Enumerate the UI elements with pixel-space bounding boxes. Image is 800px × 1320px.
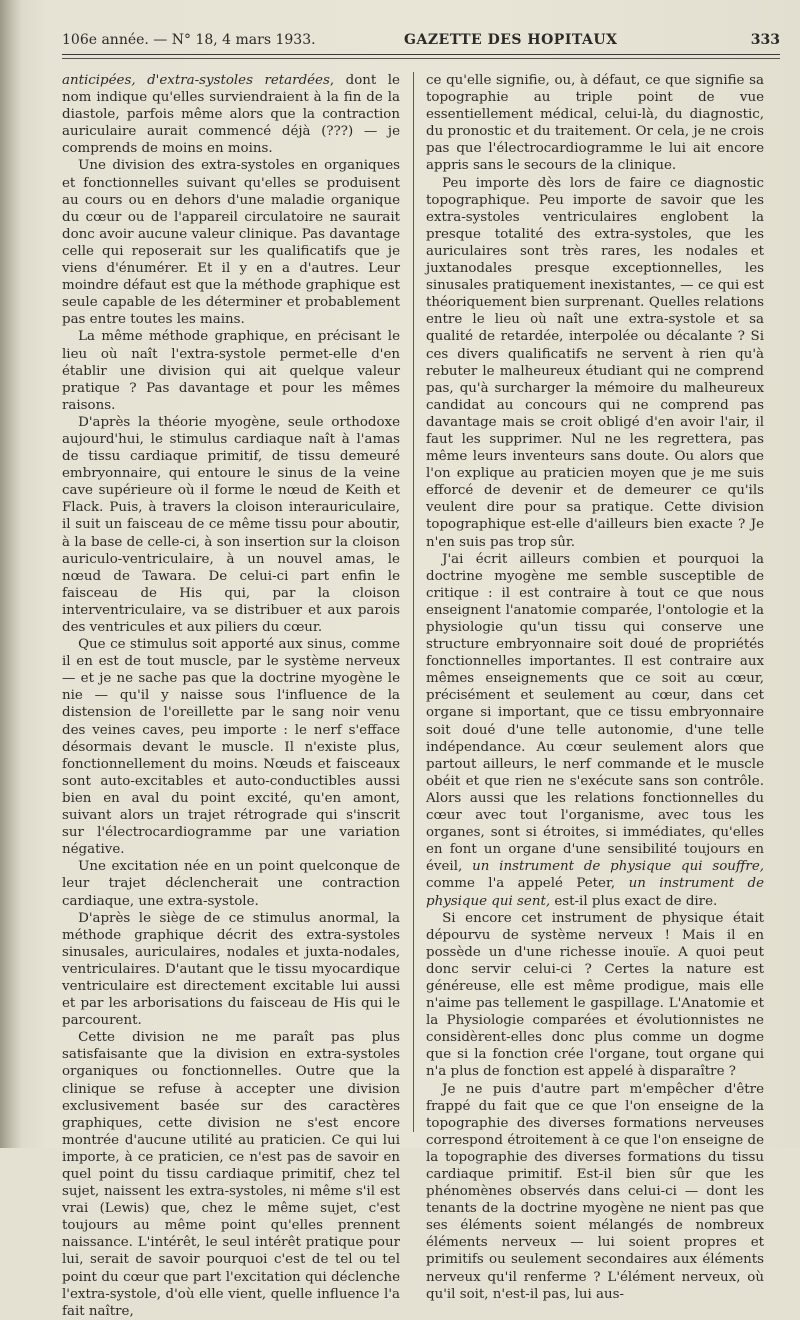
- paragraph: Si encore cet instrument de physique était dépourvu de système nerveux ! Mais il en possède un d'une richesse inouïe. A quoi peut donc servir celui-ci ? Certes la nature est généreuse, elle est même prodigue, mais elle n'aime pas tellement le gaspillage. L'Anatomie et la Physiologie comparées et évolutionnistes ne considèrent-elles donc plus comme un dogme que si la fonction crée l'organe, tout organe qui n'a plus de fonction est appelé à disparaître ?: [426, 910, 764, 1080]
- paragraph: Que ce stimulus soit apporté aux sinus, comme il en est de tout muscle, par le système nerveux — et je ne sache pas que la doctrine myogène le nie — qu'il y naisse sous l'influence de la distension de l'oreillette par le sang noir venu des veines caves, peu importe : le nerf s'efface désormais devant le muscle. Il n'existe plus, fonctionnellement du moins. Nœuds et faisceaux sont auto-excitables et auto-conductibles aussi bien en aval du point excité, qu'en amont, suivant alors un trajet rétrograde qui s'inscrit sur l'électrocardiogramme par une variation négative.: [62, 637, 400, 858]
- italic-phrase: anticipées, d'extra-systoles retardées: [62, 73, 330, 88]
- paragraph: La même méthode graphique, en précisant le lieu où naît l'extra-systole permet-elle d'en établir une division qui ait quelque valeur pratique ? Pas davantage et pour les mêmes raisons.: [62, 329, 400, 413]
- page-header: [62, 26, 780, 55]
- paragraph: Une division des extra-systoles en organiques et fonctionnelles suivant qu'elles se produisent au cours ou en dehors d'une maladie organique du cœur ou de l'appareil circulatoire ne saurait donc avoir aucune valeur clinique. Pas davantage celle qui reposerait sur les qualificatifs que je viens d'énumérer. Et il y en a d'autres. Leur moindre défaut est que la méthode graphique est seule capable de les déterminer et probablement pas entre toutes les mains.: [62, 158, 400, 328]
- journal-title: GAZETTE DES HOPITAUX: [404, 32, 618, 48]
- paragraph: D'après le siège de ce stimulus anormal, la méthode graphique décrit des extra-systoles sinusales, auriculaires, nodales et juxta-nodales, ventriculaires. D'autant que le tissu myocardique ventriculaire est directement excitable lui aussi et par les arborisations du faisceau de His qui le parcourent.: [62, 910, 400, 1029]
- italic-quote: un instrument de physique qui souffre,: [472, 859, 765, 875]
- paragraph: Cette division ne me paraît pas plus satisfaisante que la division en extra-systoles organiques ou fonctionnelles. Outre que la clinique se refuse à accepter une division exclusivement basée sur des caractères graphiques, cette division ne s'est encore montrée d'aucune utilité au praticien. Ce qui lui importe, à ce praticien, ce n'est pas de savoir en quel point du tissu cardiaque primitif, chez tel sujet, naissent les extra-systoles, ni même s'il est vrai (Lewis) que, chez le même sujet, c'est toujours au même point qu'elles prennent naissance. L'intérêt, le seul intérêt pratique pour lui, serait de savoir pourquoi c'est de tel ou tel point du cœur que part l'excitation qui déclenche l'extra-systole, d'où elle vient, quelle influence l'a fait naître,: [62, 1030, 400, 1319]
- paragraph: Je ne puis d'autre part m'empêcher d'être frappé du fait que ce que l'on enseigne de la topographie des diverses formations nerveuses correspond étroitement à ce que l'on enseigne de la topographie des diverses formations du tissu cardiaque primitif. Est-il bien sûr que les phénomènes observés dans celui-ci — dont les tenants de la doctrine myogène ne nient pas que ses éléments soient mélangés de nombreux éléments nerveux — lui soient propres et primitifs ou seulement secondaires aux éléments nerveux qu'il renferme ? L'élément nerveux, où qu'il soit, n'est-il pas, lui aus-: [426, 1081, 764, 1302]
- paragraph: Peu importe dès lors de faire ce diagnostic topographique. Peu importe de savoir que les extra-systoles ventriculaires englobent la presque totalité des extra-systoles, que les auriculaires sont très rares, les nodales et juxtanodales presque exceptionnelles, les sinusales pratiquement inexistantes, — ce qui est théoriquement bien surprenant. Quelles relations entre le lieu où naît une extra-systole et sa qualité de retardée, interpolée ou décalante ? Si ces divers qualificatifs ne servent à rien qu'à rebuter le malheureux étudiant qui ne comprend pas, qu'à surcharger la mémoire du malheureux candidat au concours qui ne comprend pas davantage mais se croit obligé d'en avoir l'air, il faut les supprimer. Nul ne les regrettera, pas même leurs inventeurs sans doute. Ou alors que l'on explique au praticien moyen que je me suis efforcé de devenir et de demeurer ce qu'ils veulent dire pour sa pratique. Cette division topographique est-elle d'ailleurs bien exacte ? Je n'en suis pas trop sûr.: [426, 175, 764, 550]
- italic-quote: un instrument de physique qui sent,: [426, 876, 764, 909]
- paragraph: D'après la théorie myogène, seule orthodoxe aujourd'hui, le stimulus cardiaque naît à l'amas de tissu cardiaque primitif, de tissu demeuré embryonnaire, qui entoure le sinus de la veine cave supérieure où il forme le nœud de Keith et Flack. Puis, à travers la cloison interauriculaire, il suit un faisceau de ce même tissu pour aboutir, à la base de celle-ci, à son insertion sur la cloison auriculo-ventriculaire, à un nouvel amas, le nœud de Tawara. De celui-ci part enfin le faisceau de His qui, par la cloison interventriculaire, va se distribuer et aux parois des ventricules et aux piliers du cœur.: [62, 414, 400, 635]
- left-column: [62, 72, 400, 1319]
- header-rule: [62, 58, 780, 59]
- paragraph: [62, 72, 400, 157]
- paragraph: [426, 551, 764, 910]
- issue-info: 106e année. — N° 18, 4 mars 1933.: [62, 32, 316, 48]
- page-binding-edge: [0, 0, 22, 1148]
- paragraph: ce qu'elle signifie, ou, à défaut, ce que signifie sa topographie au triple point de vue essentiellement médical, celui-là, du diagnostic, du pronostic et du traitement. Or cela, je ne crois pas que l'électrocardiogramme le lui ait encore appris sans le secours de la clinique.: [426, 73, 764, 174]
- page-number: 333: [750, 32, 780, 48]
- paragraph-text: , dont le nom indique qu'elles surviendraient à la fin de la diastole, parfois même alors que la contraction auriculaire aurait commencé déjà (???) — je comprends de moins en moins.: [62, 73, 400, 157]
- paragraph-text: J'ai écrit ailleurs combien et pourquoi la doctrine myogène me semble susceptible de critique : il est contraire à tout ce que nous enseignent l'anatomie comparée, l'ontologie et la physiologie qu'un tissu qui conserve une structure embryonnaire soit doué de propriétés fonctionnelles importantes. Il est contraire aux mêmes enseignements que ce soit au cœur, précisément et seulement au cœur, dans cet organe si important, que ce tissu embryonnaire soit doué d'une telle autonomie, d'une telle indépendance. Au cœur seulement alors que partout ailleurs, le nerf commande et le muscle obéit et que rien ne s'exécute sans son contrôle. Alors aussi que les relations fonctionnelles du cœur avec tout l'organisme, avec tous les organes, sont si étroites, si immédiates, qu'elles en font un organe d'une sensibilité toujours en éveil,: [426, 551, 764, 875]
- column-divider: [413, 72, 414, 1132]
- paragraph: Une excitation née en un point quelconque de leur trajet déclencherait une contraction cardiaque, une extra-systole.: [62, 859, 400, 909]
- right-column: [426, 72, 765, 1302]
- paragraph-text: est-il plus exact de dire.: [550, 893, 718, 909]
- paragraph-text: comme l'a appelé Peter,: [426, 876, 629, 892]
